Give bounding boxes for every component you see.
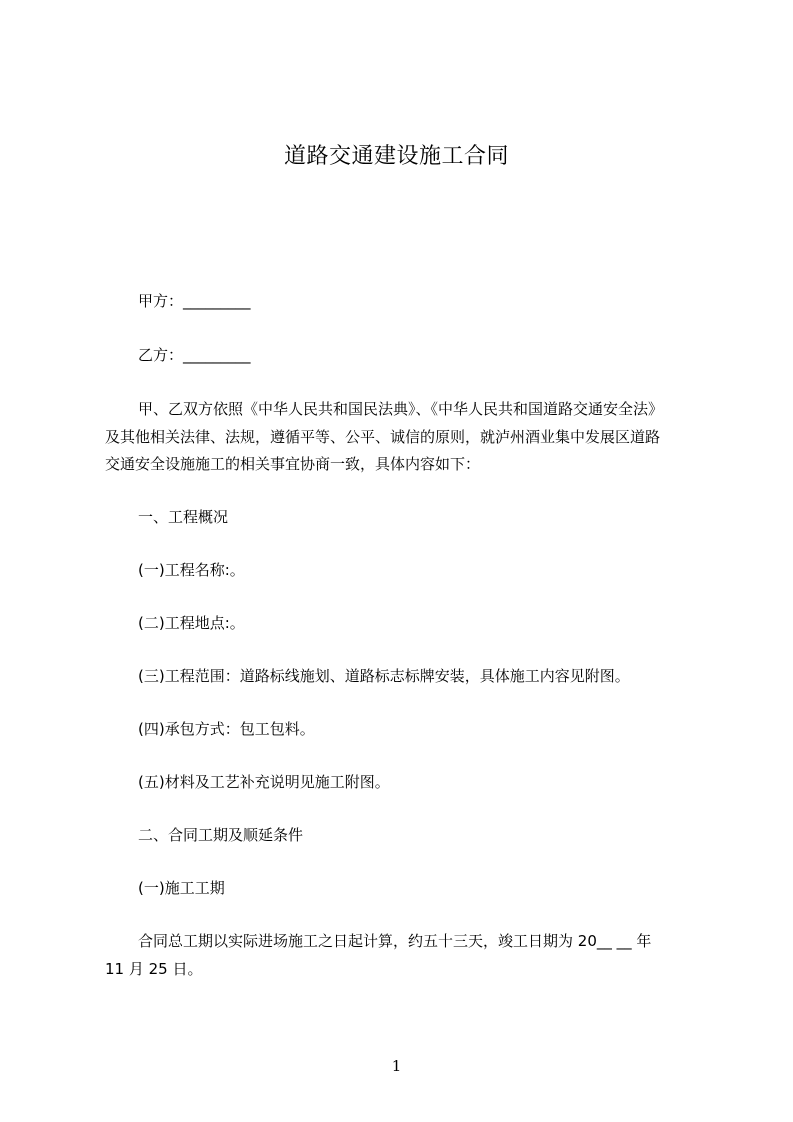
paragraph-line-1: 合同总工期以实际进场施工之日起计算，约五十三天，竣工日期为 20__ __ 年 [138, 932, 652, 950]
list-item: (五)材料及工艺补充说明见施工附图。 [138, 773, 390, 791]
paragraph-line-2: 11 月 25 日。 [105, 960, 203, 978]
section-heading-1: 一、工程概况 [138, 508, 229, 526]
list-item: (一)工程名称:。 [138, 561, 245, 579]
list-item: (四)承包方式：包工包料。 [138, 720, 315, 738]
list-item: (三)工程范围：道路标线施划、道路标志标牌安装，具体施工内容见附图。 [138, 667, 630, 685]
intro-line-2: 及其他相关法律、法规，遵循平等、公平、诚信的原则，就泸州酒业集中发展区道路 [105, 428, 661, 446]
subsection-heading: (一)施工工期 [138, 879, 225, 897]
intro-line-1: 甲、乙双方依照《中华人民共和国民法典》、《中华人民共和国道路交通安全法》 [138, 400, 664, 418]
page-number: 1 [391, 1057, 402, 1075]
section-heading-2: 二、合同工期及顺延条件 [138, 826, 304, 844]
list-item: (二)工程地点:。 [138, 614, 245, 632]
intro-line-3: 交通安全设施施工的相关事宜协商一致，具体内容如下： [105, 455, 481, 473]
party-b-line: 乙方：_________ [138, 346, 251, 364]
document-title: 道路交通建设施工合同 [283, 144, 509, 169]
party-a-line: 甲方：_________ [138, 292, 251, 310]
